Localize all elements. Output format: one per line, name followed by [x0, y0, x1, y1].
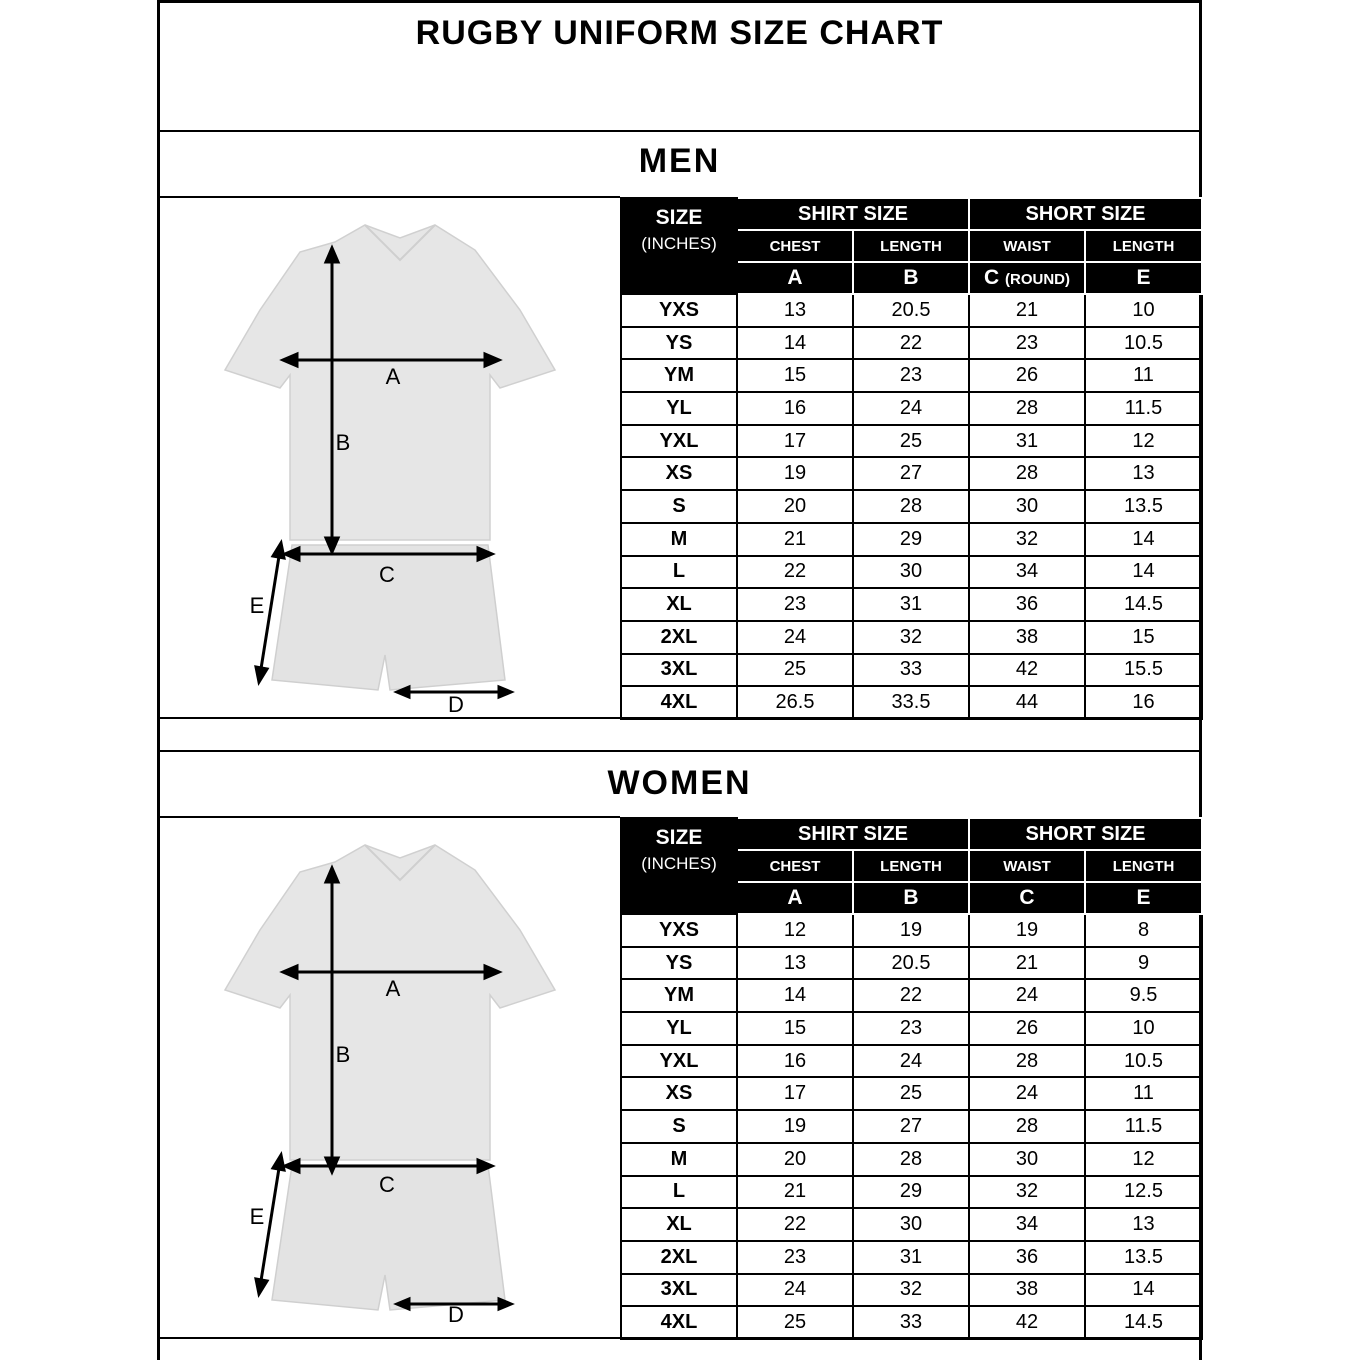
chest-cell: 16 [737, 1045, 853, 1078]
size-cell: 2XL [621, 1241, 737, 1274]
unit-label: (INCHES) [641, 854, 717, 873]
label-c: C [379, 1172, 395, 1197]
short-length-cell: 13.5 [1085, 490, 1202, 523]
table-row [621, 327, 1202, 360]
label-e: E [249, 593, 265, 618]
table-row [621, 425, 1202, 458]
shirt-length-cell: 29 [853, 523, 969, 556]
waist-cell: 19 [969, 914, 1085, 947]
table-row [621, 1143, 1202, 1176]
size-cell: L [621, 556, 737, 589]
table-row [621, 588, 1202, 621]
table-row [621, 1241, 1202, 1274]
chest-cell: 13 [737, 947, 853, 980]
shirt-length-cell: 32 [853, 1274, 969, 1307]
size-cell: L [621, 1176, 737, 1209]
chest-header: CHEST [737, 230, 853, 262]
chest-cell: 21 [737, 523, 853, 556]
waist-cell: 36 [969, 588, 1085, 621]
shirt-length-cell: 27 [853, 1110, 969, 1143]
shirt-length-cell: 33 [853, 654, 969, 687]
chest-cell: 25 [737, 1306, 853, 1339]
size-header [621, 198, 737, 262]
waist-cell: 26 [969, 1012, 1085, 1045]
short-length-cell: 9 [1085, 947, 1202, 980]
chest-cell: 13 [737, 294, 853, 327]
waist-cell: 38 [969, 621, 1085, 654]
shirt-length-cell: 24 [853, 1045, 969, 1078]
women-heading: WOMEN [607, 764, 752, 802]
short-length-cell: 9.5 [1085, 979, 1202, 1012]
short-length-cell: 10.5 [1085, 1045, 1202, 1078]
waist-cell: 36 [969, 1241, 1085, 1274]
chest-cell: 20 [737, 1143, 853, 1176]
short-length-header: LENGTH [1085, 850, 1202, 882]
chest-cell: 22 [737, 1208, 853, 1241]
table-row [621, 1274, 1202, 1307]
chest-cell: 15 [737, 359, 853, 392]
size-header-spacer [621, 882, 737, 914]
waist-cell: 28 [969, 1045, 1085, 1078]
chest-header: CHEST [737, 850, 853, 882]
label-a: A [385, 364, 401, 389]
table-row [621, 457, 1202, 490]
size-cell: S [621, 1110, 737, 1143]
chest-cell: 20 [737, 490, 853, 523]
short-length-cell: 11.5 [1085, 392, 1202, 425]
waist-cell: 21 [969, 294, 1085, 327]
waist-cell: 30 [969, 490, 1085, 523]
size-cell: S [621, 490, 737, 523]
short-length-cell: 13.5 [1085, 1241, 1202, 1274]
short-length-header: LENGTH [1085, 230, 1202, 262]
label-d: D [448, 1302, 464, 1327]
size-cell: XL [621, 588, 737, 621]
size-cell: YXS [621, 294, 737, 327]
shirt-length-cell: 27 [853, 457, 969, 490]
chest-cell: 26.5 [737, 686, 853, 719]
table-row [621, 1176, 1202, 1209]
table-row [621, 294, 1202, 327]
waist-cell: 42 [969, 654, 1085, 687]
short-length-cell: 8 [1085, 914, 1202, 947]
label-a: A [385, 976, 401, 1001]
size-cell: XS [621, 1077, 737, 1110]
size-cell: YM [621, 979, 737, 1012]
size-cell: YS [621, 947, 737, 980]
waist-cell: 28 [969, 457, 1085, 490]
col-c-note: (ROUND) [1005, 271, 1071, 288]
short-length-cell: 11 [1085, 1077, 1202, 1110]
chest-cell: 17 [737, 425, 853, 458]
size-cell: 3XL [621, 1274, 737, 1307]
page-title: RUGBY UNIFORM SIZE CHART [415, 14, 944, 52]
chest-cell: 23 [737, 1241, 853, 1274]
chest-cell: 17 [737, 1077, 853, 1110]
size-header-label: SIZE [655, 206, 703, 229]
waist-cell: 21 [969, 947, 1085, 980]
waist-cell: 28 [969, 392, 1085, 425]
chest-cell: 19 [737, 1110, 853, 1143]
col-c-letter: C [984, 266, 1000, 289]
size-cell: 3XL [621, 654, 737, 687]
table-row [621, 1012, 1202, 1045]
label-e: E [249, 1204, 265, 1229]
short-length-cell: 14.5 [1085, 1306, 1202, 1339]
shirt-length-cell: 20.5 [853, 947, 969, 980]
divider [157, 196, 620, 198]
short-length-cell: 13 [1085, 1208, 1202, 1241]
chest-cell: 25 [737, 654, 853, 687]
col-a-header: A [737, 262, 853, 294]
size-cell: YM [621, 359, 737, 392]
shirt-length-header: LENGTH [853, 850, 969, 882]
table-row [621, 1077, 1202, 1110]
size-cell: XL [621, 1208, 737, 1241]
table-row [621, 914, 1202, 947]
shirt-length-cell: 30 [853, 556, 969, 589]
chest-cell: 14 [737, 327, 853, 360]
shirt-length-cell: 31 [853, 588, 969, 621]
chest-cell: 16 [737, 392, 853, 425]
chest-cell: 23 [737, 588, 853, 621]
short-length-cell: 15 [1085, 621, 1202, 654]
waist-cell: 34 [969, 1208, 1085, 1241]
col-e-header: E [1085, 882, 1202, 914]
col-b-header: B [853, 882, 969, 914]
shirt-length-cell: 23 [853, 359, 969, 392]
chest-cell: 19 [737, 457, 853, 490]
chest-cell: 12 [737, 914, 853, 947]
waist-cell: 24 [969, 979, 1085, 1012]
men-size-table [620, 197, 1203, 720]
chest-cell: 14 [737, 979, 853, 1012]
short-length-cell: 14 [1085, 523, 1202, 556]
waist-cell: 32 [969, 1176, 1085, 1209]
waist-cell: 31 [969, 425, 1085, 458]
waist-cell: 24 [969, 1077, 1085, 1110]
size-cell: YXL [621, 425, 737, 458]
shirt-length-cell: 28 [853, 490, 969, 523]
divider [157, 130, 1202, 132]
waist-cell: 32 [969, 523, 1085, 556]
col-a-header: A [737, 882, 853, 914]
short-size-header: SHORT SIZE [969, 198, 1202, 230]
label-b: B [335, 430, 351, 455]
shirt-length-cell: 31 [853, 1241, 969, 1274]
size-header-spacer [621, 262, 737, 294]
waist-header: WAIST [969, 230, 1085, 262]
shirt-length-cell: 28 [853, 1143, 969, 1176]
chest-cell: 15 [737, 1012, 853, 1045]
size-header-label: SIZE [655, 826, 703, 849]
shirt-length-cell: 33.5 [853, 686, 969, 719]
shirt-size-header: SHIRT SIZE [737, 198, 969, 230]
short-length-cell: 13 [1085, 457, 1202, 490]
size-cell: XS [621, 457, 737, 490]
chest-cell: 21 [737, 1176, 853, 1209]
table-row [621, 654, 1202, 687]
waist-cell: 38 [969, 1274, 1085, 1307]
col-c-header [969, 262, 1085, 294]
waist-cell: 30 [969, 1143, 1085, 1176]
table-row [621, 392, 1202, 425]
table-row [621, 1110, 1202, 1143]
size-cell: YXL [621, 1045, 737, 1078]
short-length-cell: 11.5 [1085, 1110, 1202, 1143]
shirt-length-cell: 30 [853, 1208, 969, 1241]
table-row [621, 1208, 1202, 1241]
chest-cell: 24 [737, 621, 853, 654]
shirt-length-cell: 33 [853, 1306, 969, 1339]
men-heading: MEN [638, 142, 721, 180]
shirt-length-cell: 29 [853, 1176, 969, 1209]
shirt-length-cell: 25 [853, 425, 969, 458]
shirt-length-cell: 22 [853, 979, 969, 1012]
chest-cell: 22 [737, 556, 853, 589]
short-length-cell: 10.5 [1085, 327, 1202, 360]
shirt-length-header: LENGTH [853, 230, 969, 262]
short-size-header: SHORT SIZE [969, 818, 1202, 850]
shirt-length-cell: 20.5 [853, 294, 969, 327]
shirt-length-cell: 24 [853, 392, 969, 425]
table-row [621, 490, 1202, 523]
short-length-cell: 12 [1085, 425, 1202, 458]
waist-cell: 23 [969, 327, 1085, 360]
col-e-header: E [1085, 262, 1202, 294]
short-length-cell: 14 [1085, 556, 1202, 589]
size-cell: YXS [621, 914, 737, 947]
chest-cell: 24 [737, 1274, 853, 1307]
short-length-cell: 15.5 [1085, 654, 1202, 687]
label-c: C [379, 562, 395, 587]
shirt-length-cell: 32 [853, 621, 969, 654]
short-length-cell: 12.5 [1085, 1176, 1202, 1209]
table-row [621, 1306, 1202, 1339]
size-cell: YL [621, 1012, 737, 1045]
table-row [621, 621, 1202, 654]
col-c-header: C [969, 882, 1085, 914]
shirt-length-cell: 22 [853, 327, 969, 360]
short-length-cell: 14.5 [1085, 588, 1202, 621]
waist-cell: 26 [969, 359, 1085, 392]
table-row [621, 947, 1202, 980]
short-length-cell: 12 [1085, 1143, 1202, 1176]
size-cell: 2XL [621, 621, 737, 654]
shirt-size-header: SHIRT SIZE [737, 818, 969, 850]
table-row [621, 686, 1202, 719]
size-header [621, 818, 737, 882]
short-length-cell: 11 [1085, 359, 1202, 392]
waist-cell: 44 [969, 686, 1085, 719]
table-row [621, 1045, 1202, 1078]
waist-cell: 28 [969, 1110, 1085, 1143]
table-row [621, 523, 1202, 556]
shirt-shape [225, 845, 555, 1160]
col-b-header: B [853, 262, 969, 294]
size-cell: M [621, 1143, 737, 1176]
label-b: B [335, 1042, 351, 1067]
size-cell: YS [621, 327, 737, 360]
short-length-cell: 10 [1085, 1012, 1202, 1045]
short-length-cell: 10 [1085, 294, 1202, 327]
shirt-length-cell: 23 [853, 1012, 969, 1045]
short-length-cell: 16 [1085, 686, 1202, 719]
size-cell: YL [621, 392, 737, 425]
table-row [621, 979, 1202, 1012]
waist-cell: 42 [969, 1306, 1085, 1339]
size-cell: 4XL [621, 686, 737, 719]
size-cell: 4XL [621, 1306, 737, 1339]
waist-cell: 34 [969, 556, 1085, 589]
shirt-length-cell: 19 [853, 914, 969, 947]
divider [157, 750, 1202, 752]
table-row [621, 359, 1202, 392]
shirt-length-cell: 25 [853, 1077, 969, 1110]
women-uniform-diagram [160, 820, 620, 1340]
divider [157, 816, 620, 818]
women-size-table [620, 817, 1203, 1340]
label-d: D [448, 692, 464, 717]
short-length-cell: 14 [1085, 1274, 1202, 1307]
men-uniform-diagram [160, 200, 620, 720]
size-cell: M [621, 523, 737, 556]
unit-label: (INCHES) [641, 234, 717, 253]
table-row [621, 556, 1202, 589]
waist-header: WAIST [969, 850, 1085, 882]
